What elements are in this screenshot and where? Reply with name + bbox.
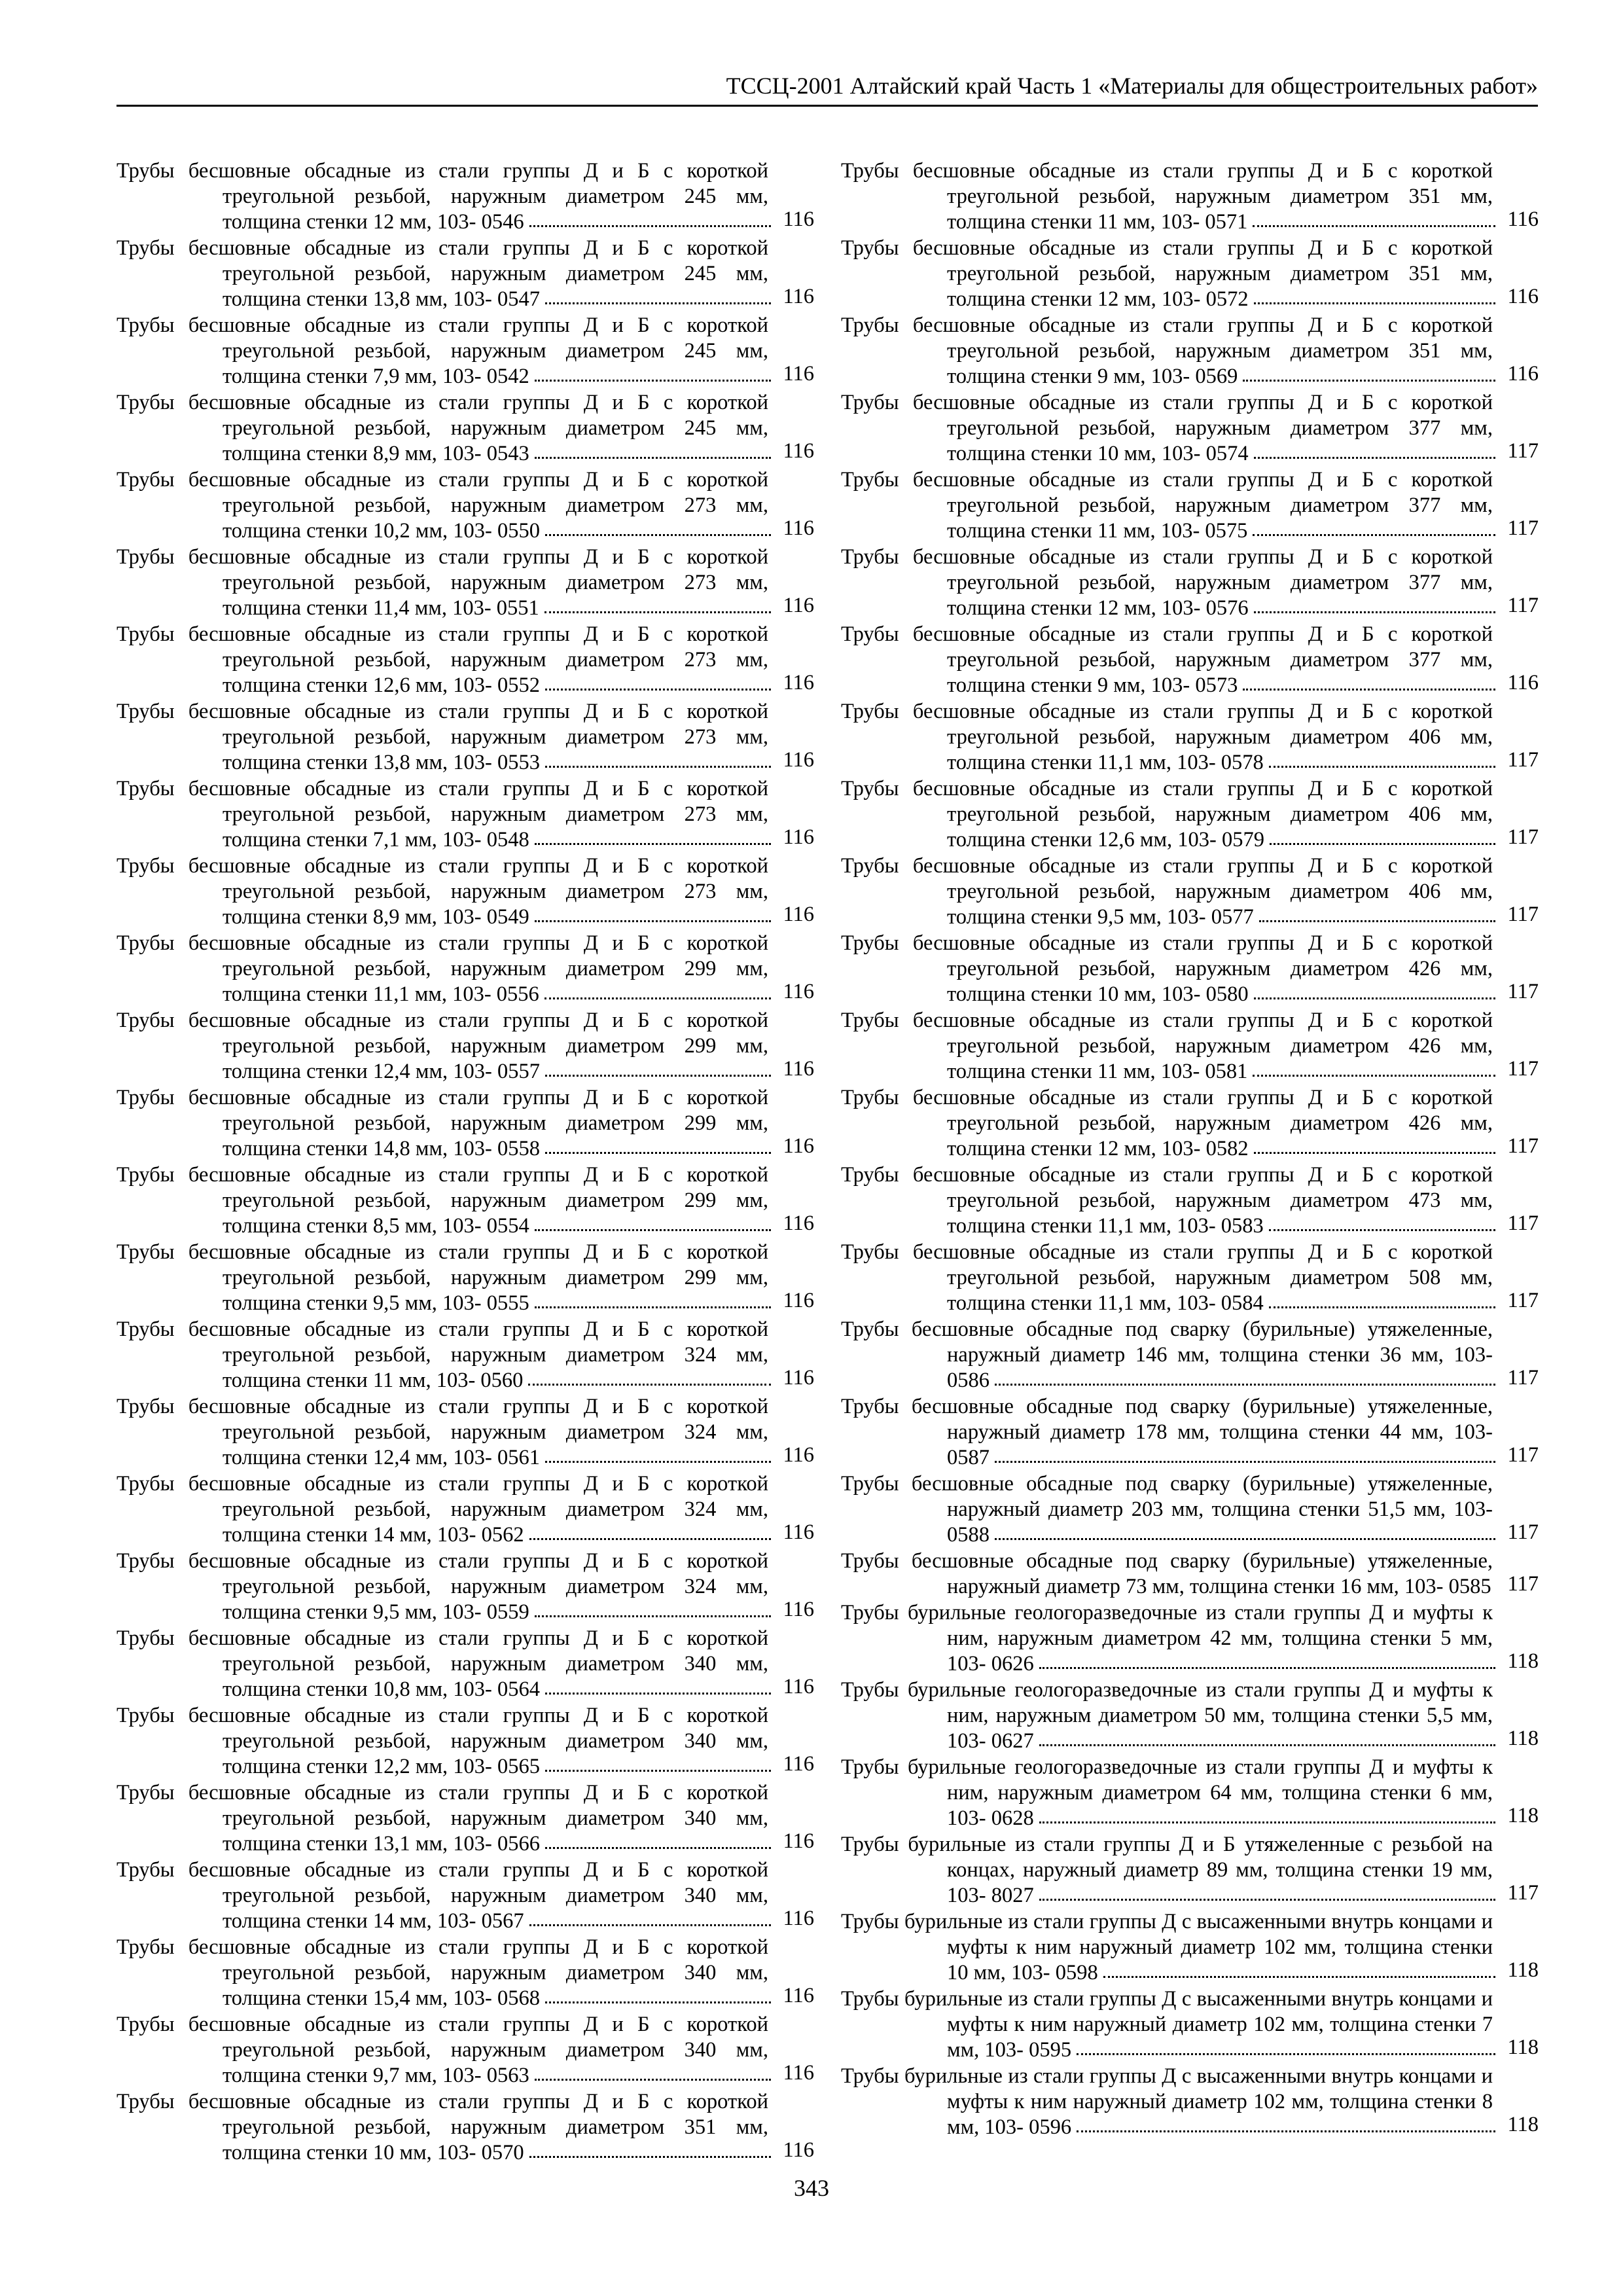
index-entry [841, 931, 1539, 1007]
index-entry-text: Трубы бесшовные обсадные из стали группы Д и Б с короткой треугольной резьбой, наружным диаметром 245 мм, толщина стенки 12 мм, 103- 0546 [116, 159, 768, 234]
index-entry [116, 1780, 814, 1857]
index-entry-page: 116 [780, 516, 814, 541]
index-entry-text: Трубы бесшовные обсадные из стали группы Д и Б с короткой треугольной резьбой, наружным диаметром 273 мм, толщина стенки 13,8 мм, 103- 0553 [116, 700, 768, 774]
index-entry-text: Трубы бесшовные обсадные из стали группы Д и Б с короткой треугольной резьбой, наружным диаметром 340 мм, толщина стенки 15,4 мм, 103- 0568 [116, 1935, 768, 2010]
index-entry-page: 116 [1505, 207, 1539, 232]
dot-leader [545, 1075, 771, 1077]
index-entry [116, 1162, 814, 1239]
index-entry-text: Трубы бурильные из стали группы Д с высаженными внутрь концами и муфты к ним наружный диаметр 102 мм, толщина стенки 7 мм, 103- 0595 [841, 1987, 1493, 2062]
index-entry-page: 116 [780, 1056, 814, 1082]
index-entry-text: Трубы бесшовные обсадные из стали группы Д и Б с короткой треугольной резьбой, наружным диаметром 377 мм, толщина стенки 12 мм, 103- 0576 [841, 545, 1493, 620]
index-entry-text: Трубы бесшовные обсадные из стали группы Д и Б с короткой треугольной резьбой, наружным диаметром 473 мм, толщина стенки 11,1 мм, 103- 0583 [841, 1163, 1493, 1238]
dot-leader [545, 302, 771, 304]
index-entry-page: 117 [1505, 439, 1539, 464]
dot-leader [535, 2079, 771, 2081]
index-entry-page: 116 [780, 1751, 814, 1777]
index-entry-text: Трубы бесшовные обсадные из стали группы Д и Б с короткой треугольной резьбой, наружным диаметром 273 мм, толщина стенки 11,4 мм, 103- 0551 [116, 545, 768, 620]
dot-leader [529, 225, 771, 227]
index-entry-page: 116 [780, 670, 814, 696]
index-entry [116, 1703, 814, 1780]
index-entry-text: Трубы бесшовные обсадные под сварку (бурильные) утяжеленные, наружный диаметр 146 мм, толщина стенки 36 мм, 103- 0586 [841, 1318, 1493, 1392]
index-entry [116, 158, 814, 235]
index-entry-page: 116 [780, 1134, 814, 1159]
dot-leader [995, 1538, 1495, 1540]
index-entry [841, 1317, 1539, 1393]
index-entry [116, 931, 814, 1007]
index-entry-page: 117 [1505, 1365, 1539, 1391]
index-entry [116, 1935, 814, 2011]
index-entry-page: 116 [780, 1906, 814, 1931]
dot-leader [1254, 1152, 1495, 1154]
dot-leader [545, 1847, 771, 1849]
index-entry [116, 699, 814, 776]
index-entry [841, 1394, 1539, 1471]
index-entry-text: Трубы бесшовные обсадные из стали группы Д и Б с короткой треугольной резьбой, наружным диаметром 340 мм, толщина стенки 9,7 мм, 103- 0563 [116, 2013, 768, 2087]
index-entry-page: 117 [1505, 516, 1539, 541]
dot-leader [535, 1229, 771, 1231]
index-entry-page: 116 [780, 902, 814, 927]
index-entry-page: 116 [1505, 361, 1539, 387]
dot-leader [529, 1924, 771, 1926]
index-entry [841, 1986, 1539, 2063]
index-entry [841, 236, 1539, 312]
index-entry [841, 1677, 1539, 1754]
index-entry [116, 1857, 814, 1934]
index-entry [841, 2064, 1539, 2140]
dot-leader [1259, 920, 1495, 922]
index-entry-text: Трубы бесшовные обсадные из стали группы Д и Б с короткой треугольной резьбой, наружным диаметром 340 мм, толщина стенки 14 мм, 103- 0567 [116, 1858, 768, 1933]
index-entry-text: Трубы бесшовные обсадные под сварку (бурильные) утяжеленные, наружный диаметр 73 мм, толщина стенки 16 мм, 103- 0585 [841, 1549, 1493, 1598]
index-entry [116, 1549, 814, 1625]
dot-leader [1077, 2130, 1495, 2132]
index-entry-page: 117 [1505, 902, 1539, 927]
dot-leader [1254, 997, 1495, 999]
dot-leader [1253, 534, 1495, 536]
index-entry [116, 313, 814, 389]
index-entry-page: 116 [780, 1443, 814, 1468]
index-entry-page: 116 [780, 747, 814, 773]
dot-leader [529, 2156, 771, 2158]
index-entry-text: Трубы бесшовные обсадные из стали группы Д и Б с короткой треугольной резьбой, наружным диаметром 340 мм, толщина стенки 12,2 мм, 103- 0565 [116, 1704, 768, 1778]
index-entry-page: 117 [1505, 1520, 1539, 1545]
index-column-left [116, 158, 814, 2166]
index-entry [841, 1755, 1539, 1831]
index-entry-page: 116 [780, 207, 814, 232]
dot-leader [535, 1306, 771, 1308]
dot-leader [1253, 1075, 1495, 1077]
index-entry-page: 116 [780, 593, 814, 619]
index-entry [841, 313, 1539, 389]
index-entry-page: 117 [1505, 1056, 1539, 1082]
index-entry-page: 116 [780, 1829, 814, 1854]
index-entry [841, 1162, 1539, 1239]
index-entry-text: Трубы бесшовные обсадные из стали группы Д и Б с короткой треугольной резьбой, наружным диаметром 508 мм, толщина стенки 11,1 мм, 103- 0584 [841, 1240, 1493, 1315]
index-entry [841, 390, 1539, 467]
index-entry [841, 699, 1539, 776]
dot-leader [1039, 1667, 1495, 1669]
index-entry-page: 116 [780, 2060, 814, 2086]
index-entry-page: 116 [780, 1211, 814, 1236]
index-entry-text: Трубы бесшовные обсадные из стали группы Д и Б с короткой треугольной резьбой, наружным диаметром 245 мм, толщина стенки 13,8 мм, 103- 0547 [116, 236, 768, 311]
dot-leader [995, 1384, 1495, 1386]
index-entry-text: Трубы бурильные из стали группы Д с высаженными внутрь концами и муфты к ним наружный диаметр 102 мм, толщина стенки 8 мм, 103- 0596 [841, 2064, 1493, 2139]
index-entry-text: Трубы бесшовные обсадные из стали группы Д и Б с короткой треугольной резьбой, наружным диаметром 377 мм, толщина стенки 9 мм, 103- 0573 [841, 622, 1493, 697]
index-entry-page: 116 [1505, 284, 1539, 310]
index-entry [116, 1240, 814, 1316]
index-entry-page: 117 [1505, 1288, 1539, 1314]
index-entry [841, 853, 1539, 930]
index-entry [841, 1085, 1539, 1162]
index-entry [116, 853, 814, 930]
index-entry-text: Трубы бесшовные обсадные из стали группы Д и Б с короткой треугольной резьбой, наружным диаметром 351 мм, толщина стенки 10 мм, 103- 0570 [116, 2090, 768, 2164]
index-entry [841, 1832, 1539, 1909]
index-entry-page: 116 [780, 1288, 814, 1314]
index-entry-text: Трубы бесшовные обсадные из стали группы Д и Б с короткой треугольной резьбой, наружным диаметром 351 мм, толщина стенки 12 мм, 103- 0572 [841, 236, 1493, 311]
index-entry [841, 467, 1539, 544]
index-entry-text: Трубы бесшовные обсадные из стали группы Д и Б с короткой треугольной резьбой, наружным диаметром 273 мм, толщина стенки 8,9 мм, 103- 0549 [116, 854, 768, 929]
index-entry-page: 116 [780, 1983, 814, 2009]
dot-leader [1243, 380, 1495, 382]
dot-leader [535, 457, 771, 459]
index-entry [116, 2089, 814, 2166]
index-entry [841, 776, 1539, 853]
index-entry [116, 1008, 814, 1085]
index-entry-text: Трубы бесшовные обсадные из стали группы Д и Б с короткой треугольной резьбой, наружным диаметром 351 мм, толщина стенки 9 мм, 103- 0569 [841, 314, 1493, 388]
index-entry-text: Трубы бесшовные обсадные из стали группы Д и Б с короткой треугольной резьбой, наружным диаметром 273 мм, толщина стенки 7,1 мм, 103- 0548 [116, 777, 768, 852]
index-entry-page: 116 [780, 284, 814, 310]
index-entry-page: 117 [1505, 1443, 1539, 1468]
index-entry-page: 116 [780, 1520, 814, 1545]
dot-leader [1253, 225, 1495, 227]
index-entry-page: 117 [1505, 747, 1539, 773]
running-header [116, 65, 1538, 107]
index-entry-text: Трубы бесшовные обсадные из стали группы Д и Б с короткой треугольной резьбой, наружным диаметром 324 мм, толщина стенки 14 мм, 103- 0562 [116, 1472, 768, 1547]
index-entry-page: 116 [780, 825, 814, 850]
dot-leader [1103, 1976, 1495, 1978]
index-entry-page: 118 [1505, 1803, 1539, 1829]
dot-leader [545, 1770, 771, 1772]
index-entry-page: 116 [780, 1597, 814, 1623]
index-entry-page: 117 [1505, 1880, 1539, 1906]
index-entry-text: Трубы бесшовные обсадные из стали группы Д и Б с короткой треугольной резьбой, наружным диаметром 340 мм, толщина стенки 10,8 мм, 103- 0564 [116, 1626, 768, 1701]
index-entry [116, 390, 814, 467]
index-entry [841, 158, 1539, 235]
index-entry [841, 1549, 1539, 1600]
index-entry-page: 117 [1505, 593, 1539, 619]
index-entry [841, 1240, 1539, 1316]
index-entry-page: 116 [780, 439, 814, 464]
dot-leader [528, 1384, 771, 1386]
dot-leader [1039, 1744, 1495, 1746]
index-entry-text: Трубы бесшовные обсадные из стали группы Д и Б с короткой треугольной резьбой, наружным диаметром 324 мм, толщина стенки 11 мм, 103- 0560 [116, 1318, 768, 1392]
index-entry-text: Трубы бесшовные обсадные из стали группы Д и Б с короткой треугольной резьбой, наружным диаметром 299 мм, толщина стенки 8,5 мм, 103- 0554 [116, 1163, 768, 1238]
index-entry-text: Трубы бесшовные обсадные из стали группы Д и Б с короткой треугольной резьбой, наружным диаметром 324 мм, толщина стенки 9,5 мм, 103- 0559 [116, 1549, 768, 1624]
index-entry [116, 545, 814, 621]
index-entry-text: Трубы бесшовные обсадные из стали группы Д и Б с короткой треугольной резьбой, наружным диаметром 324 мм, толщина стенки 12,4 мм, 103- 0561 [116, 1395, 768, 1469]
index-entry-page: 118 [1505, 2112, 1539, 2138]
index-entry-text: Трубы бесшовные обсадные под сварку (бурильные) утяжеленные, наружный диаметр 178 мм, толщина стенки 44 мм, 103- 0587 [841, 1395, 1493, 1469]
index-entry-page: 117 [1505, 1134, 1539, 1159]
index-entry-page: 118 [1505, 2035, 1539, 2060]
dot-leader [1254, 457, 1495, 459]
index-entry-page: 117 [1505, 1211, 1539, 1236]
index-entry-page: 117 [1505, 979, 1539, 1005]
index-entry [116, 1085, 814, 1162]
index-entry-text: Трубы бесшовные обсадные из стали группы Д и Б с короткой треугольной резьбой, наружным диаметром 377 мм, толщина стенки 10 мм, 103- 0574 [841, 391, 1493, 465]
index-entry-text: Трубы бесшовные обсадные из стали группы Д и Б с короткой треугольной резьбой, наружным диаметром 299 мм, толщина стенки 14,8 мм, 103- 0558 [116, 1086, 768, 1160]
dot-leader [545, 1693, 771, 1695]
index-entry-text: Трубы бесшовные обсадные из стали группы Д и Б с короткой треугольной резьбой, наружным диаметром 426 мм, толщина стенки 10 мм, 103- 0580 [841, 931, 1493, 1006]
dot-leader [1077, 2053, 1495, 2055]
index-entry-text: Трубы бесшовные обсадные под сварку (бурильные) утяжеленные, наружный диаметр 203 мм, толщина стенки 51,5 мм, 103- 0588 [841, 1472, 1493, 1547]
dot-leader [545, 2001, 771, 2003]
index-entry-text: Трубы бесшовные обсадные из стали группы Д и Б с короткой треугольной резьбой, наружным диаметром 406 мм, толщина стенки 11,1 мм, 103- 0578 [841, 700, 1493, 774]
index-entry-text: Трубы бесшовные обсадные из стали группы Д и Б с короткой треугольной резьбой, наружным диаметром 351 мм, толщина стенки 11 мм, 103- 0571 [841, 159, 1493, 234]
index-entry-page: 118 [1505, 1726, 1539, 1751]
index-entry [841, 1471, 1539, 1548]
index-entry-text: Трубы бесшовные обсадные из стали группы Д и Б с короткой треугольной резьбой, наружным диаметром 299 мм, толщина стенки 12,4 мм, 103- 0557 [116, 1009, 768, 1083]
index-entry-text: Трубы бурильные из стали группы Д с высаженными внутрь концами и муфты к ним наружный диаметр 102 мм, толщина стенки 10 мм, 103- 0598 [841, 1910, 1493, 1984]
index-entry [841, 622, 1539, 698]
index-entry-text: Трубы бурильные геологоразведочные из стали группы Д и муфты к ним, наружным диаметром 64 мм, толщина стенки 6 мм, 103- 0628 [841, 1755, 1493, 1830]
index-entry [841, 1008, 1539, 1085]
index-entry-page: 117 [1505, 825, 1539, 850]
dot-leader [544, 997, 771, 999]
index-column-right [841, 158, 1539, 2141]
dot-leader [535, 1615, 771, 1617]
dot-leader [535, 380, 771, 382]
dot-leader [1039, 1899, 1495, 1901]
index-entry-text: Трубы бесшовные обсадные из стали группы Д и Б с короткой треугольной резьбой, наружным диаметром 299 мм, толщина стенки 11,1 мм, 103- 0556 [116, 931, 768, 1006]
index-entry-text: Трубы бесшовные обсадные из стали группы Д и Б с короткой треугольной резьбой, наружным диаметром 426 мм, толщина стенки 11 мм, 103- 0581 [841, 1009, 1493, 1083]
dot-leader [1269, 1229, 1495, 1231]
dot-leader [545, 1152, 771, 1154]
index-entry-page: 118 [1505, 1958, 1539, 1983]
index-entry-page: 118 [1505, 1649, 1539, 1674]
index-entry-text: Трубы бурильные геологоразведочные из стали группы Д и муфты к ним, наружным диаметром 50 мм, толщина стенки 5,5 мм, 103- 0627 [841, 1678, 1493, 1753]
index-entry-page: 116 [780, 2138, 814, 2163]
dot-leader [544, 611, 771, 613]
index-entry [116, 1471, 814, 1548]
dot-leader [545, 534, 771, 536]
dot-leader [995, 1461, 1495, 1463]
index-entry-text: Трубы бурильные геологоразведочные из стали группы Д и муфты к ним, наружным диаметром 42 мм, толщина стенки 5 мм, 103- 0626 [841, 1601, 1493, 1676]
index-entry-text: Трубы бесшовные обсадные из стали группы Д и Б с короткой треугольной резьбой, наружным диаметром 299 мм, толщина стенки 9,5 мм, 103- 0555 [116, 1240, 768, 1315]
index-entry [116, 1394, 814, 1471]
index-entry-text: Трубы бесшовные обсадные из стали группы Д и Б с короткой треугольной резьбой, наружным диаметром 426 мм, толщина стенки 12 мм, 103- 0582 [841, 1086, 1493, 1160]
page-number: 343 [794, 2175, 829, 2201]
dot-leader [535, 920, 771, 922]
dot-leader [545, 1461, 771, 1463]
header-title: ТССЦ-2001 Алтайский край Часть 1 «Материалы для общестроительных работ» [726, 73, 1538, 99]
dot-leader [529, 1538, 771, 1540]
index-entry-page: 117 [1505, 1571, 1539, 1597]
index-entry-page: 116 [780, 1365, 814, 1391]
index-entry-text: Трубы бесшовные обсадные из стали группы Д и Б с короткой треугольной резьбой, наружным диаметром 273 мм, толщина стенки 12,6 мм, 103- 0552 [116, 622, 768, 697]
dot-leader [1243, 689, 1495, 691]
index-entry-page: 116 [780, 979, 814, 1005]
index-entry-text: Трубы бесшовные обсадные из стали группы Д и Б с короткой треугольной резьбой, наружным диаметром 406 мм, толщина стенки 9,5 мм, 103- 0577 [841, 854, 1493, 929]
index-entry-text: Трубы бесшовные обсадные из стали группы Д и Б с короткой треугольной резьбой, наружным диаметром 340 мм, толщина стенки 13,1 мм, 103- 0566 [116, 1781, 768, 1856]
index-entry-text: Трубы бесшовные обсадные из стали группы Д и Б с короткой треугольной резьбой, наружным диаметром 245 мм, толщина стенки 8,9 мм, 103- 0543 [116, 391, 768, 465]
dot-leader [1269, 1306, 1495, 1308]
index-entry [116, 2012, 814, 2089]
index-entry-page: 116 [780, 1674, 814, 1700]
dot-leader [535, 843, 771, 845]
index-entry-text: Трубы бесшовные обсадные из стали группы Д и Б с короткой треугольной резьбой, наружным диаметром 406 мм, толщина стенки 12,6 мм, 103- 0579 [841, 777, 1493, 852]
index-entry [841, 1600, 1539, 1677]
dot-leader [545, 766, 771, 768]
index-entry-page: 116 [1505, 670, 1539, 696]
index-entry-text: Трубы бесшовные обсадные из стали группы Д и Б с короткой треугольной резьбой, наружным диаметром 377 мм, толщина стенки 11 мм, 103- 0575 [841, 468, 1493, 543]
dot-leader [1254, 611, 1495, 613]
index-entry [116, 236, 814, 312]
dot-leader [1039, 1821, 1495, 1823]
index-entry [841, 1909, 1539, 1986]
dot-leader [1254, 302, 1495, 304]
index-entry [116, 1626, 814, 1702]
index-entry [116, 622, 814, 698]
index-entry [116, 776, 814, 853]
dot-leader [1269, 766, 1495, 768]
index-entry [841, 545, 1539, 621]
index-entry [116, 467, 814, 544]
index-entry-page: 116 [780, 361, 814, 387]
index-entry-text: Трубы бесшовные обсадные из стали группы Д и Б с короткой треугольной резьбой, наружным диаметром 245 мм, толщина стенки 7,9 мм, 103- 0542 [116, 314, 768, 388]
index-entry [116, 1317, 814, 1393]
dot-leader [1270, 843, 1495, 845]
index-entry-text: Трубы бесшовные обсадные из стали группы Д и Б с короткой треугольной резьбой, наружным диаметром 273 мм, толщина стенки 10,2 мм, 103- 0550 [116, 468, 768, 543]
index-entry-text: Трубы бурильные из стали группы Д и Б утяжеленные с резьбой на концах, наружный диаметр 89 мм, толщина стенки 19 мм, 103- 8027 [841, 1833, 1493, 1907]
dot-leader [545, 689, 771, 691]
